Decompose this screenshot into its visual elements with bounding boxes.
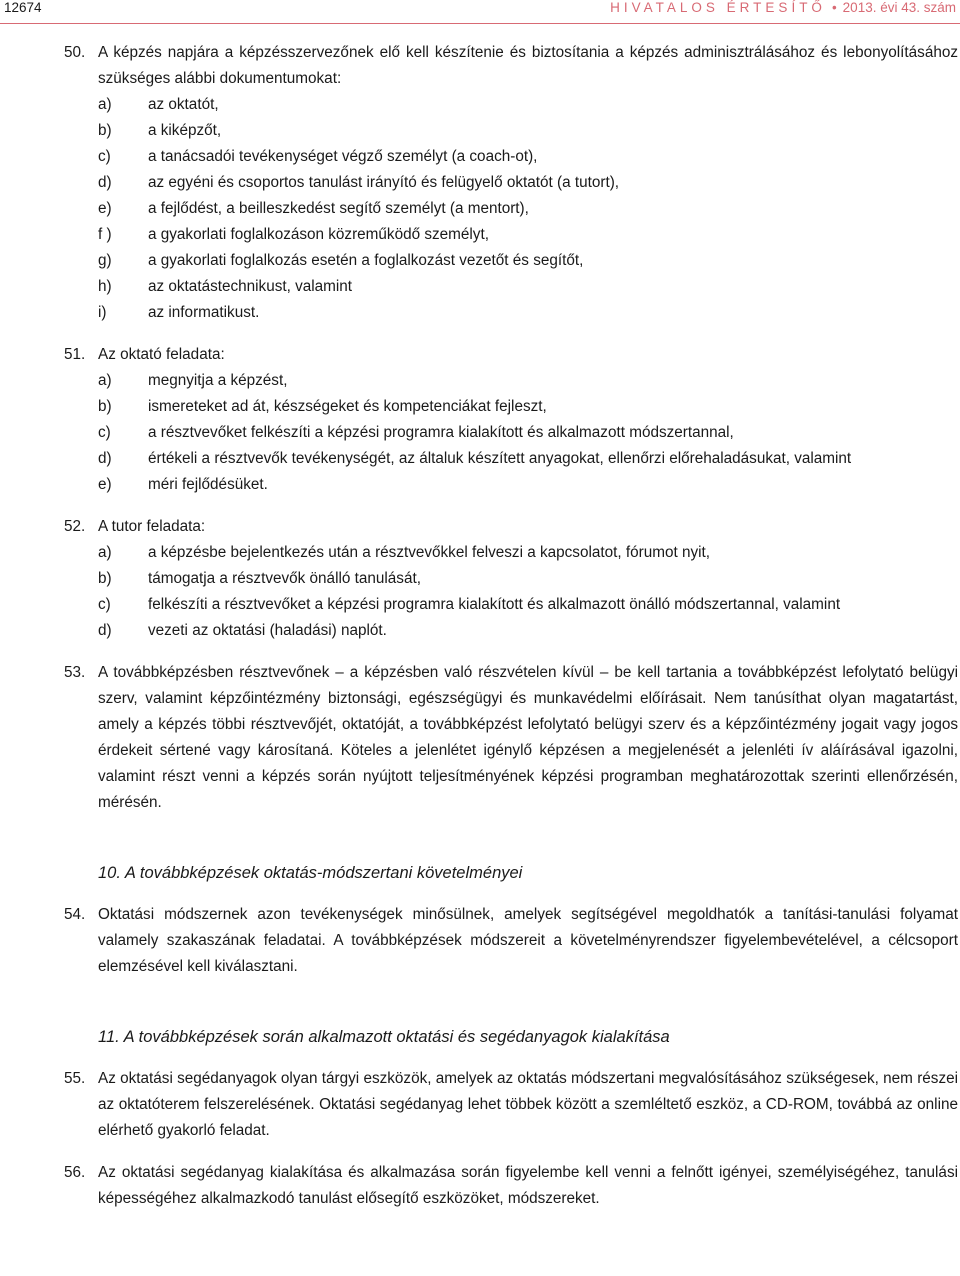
list-text: ismereteket ad át, készségeket és kompetenciákat fejleszt, <box>148 398 547 415</box>
paragraph-text: Az oktató feladata: <box>98 346 225 363</box>
list-text: a gyakorlati foglalkozáson közreműködő személyt, <box>148 226 489 243</box>
paragraph-text: Oktatási módszernek azon tevékenységek minősülnek, amelyek segítségével megoldhatók a tanítási-tanulási folyamat valamely szakaszának feladatai. A továbbképzések módszereit a követelményrendszer figyelembevételével, a célcsoport elemzésével kell kiválasztani. <box>98 906 958 975</box>
list-letter: b) <box>98 570 112 587</box>
paragraph-text: Az oktatási segédanyag kialakítása és alkalmazása során figyelembe kell venni a felnőtt igényei, személyiségéhez, tanulási képességéhez alkalmazkodó tanulást elősegítő eszközöket, módszereket. <box>98 1164 958 1207</box>
list-text: az informatikust. <box>148 304 260 321</box>
paragraph-number: 51. <box>64 346 86 363</box>
paragraph-54 <box>64 902 958 980</box>
paragraph-number: 53. <box>64 664 86 681</box>
list-text: felkészíti a résztvevőket a képzési programra kialakított és alkalmazott önálló módszertannal, valamint <box>148 596 841 613</box>
paragraph-52-list <box>98 540 958 644</box>
paragraph-number: 50. <box>64 44 86 61</box>
document-body <box>64 40 958 1212</box>
list-letter: d) <box>98 174 112 191</box>
list-text: a tanácsadói tevékenységet végző személyt (a coach-ot), <box>148 148 538 165</box>
list-item <box>98 196 958 222</box>
list-item <box>98 394 958 420</box>
list-text: támogatja a résztvevők önálló tanulását, <box>148 570 421 587</box>
list-item <box>98 222 958 248</box>
paragraph-53 <box>64 660 958 816</box>
list-item <box>98 118 958 144</box>
section-heading-10: 10. A továbbképzések oktatás-módszertani követelményei <box>98 864 523 882</box>
paragraph-51 <box>64 342 958 368</box>
paragraph-55 <box>64 1066 958 1144</box>
list-item <box>98 274 958 300</box>
list-letter: e) <box>98 200 112 217</box>
paragraph-52 <box>64 514 958 540</box>
list-letter: a) <box>98 372 112 389</box>
paragraph-text: A tutor feladata: <box>98 518 206 535</box>
list-item <box>98 618 958 644</box>
list-letter: d) <box>98 450 112 467</box>
paragraph-text: Az oktatási segédanyagok olyan tárgyi eszközök, amelyek az oktatás módszertani megvalósításához szükségesek, nem részei az oktatóterem felszerelésének. Oktatási segédanyag lehet többek között a szemléltető eszköz, a CD-ROM, továbbá az online elérhető gyakorló feladat. <box>98 1070 958 1139</box>
paragraph-51-list <box>98 368 958 498</box>
list-text: méri fejlődésüket. <box>148 476 268 493</box>
list-item <box>98 92 958 118</box>
paragraph-number: 52. <box>64 518 86 535</box>
page-header <box>0 0 960 22</box>
list-letter: e) <box>98 476 112 493</box>
list-letter: h) <box>98 278 112 295</box>
list-letter: b) <box>98 398 112 415</box>
issue-label: 2013. évi 43. szám <box>842 0 956 15</box>
paragraph-50 <box>64 40 958 92</box>
paragraph-number: 54. <box>64 906 86 923</box>
paragraph-number: 55. <box>64 1070 86 1087</box>
list-letter: a) <box>98 96 112 113</box>
section-heading-11: 11. A továbbképzések során alkalmazott oktatási és segédanyagok kialakítása <box>98 1028 670 1046</box>
list-item <box>98 300 958 326</box>
list-text: a résztvevőket felkészíti a képzési programra kialakított és alkalmazott módszertannal, <box>148 424 734 441</box>
list-text: értékeli a résztvevők tevékenységét, az általuk készített anyagokat, ellenőrzi előrehaladásukat, valamint <box>148 450 852 467</box>
list-item <box>98 420 958 446</box>
list-text: a fejlődést, a beilleszkedést segítő személyt (a mentort), <box>148 200 529 217</box>
list-letter: d) <box>98 622 112 639</box>
paragraph-56 <box>64 1160 958 1212</box>
list-item <box>98 368 958 394</box>
list-item <box>98 592 958 618</box>
list-text: megnyitja a képzést, <box>148 372 288 389</box>
list-text: az oktatástechnikust, valamint <box>148 278 353 295</box>
separator-dot: • <box>831 0 837 15</box>
list-item <box>98 144 958 170</box>
list-letter: c) <box>98 424 111 441</box>
list-item <box>98 472 958 498</box>
paragraph-50-list <box>98 92 958 326</box>
publication-title: HIVATALOS ÉRTESÍTŐ <box>610 0 826 15</box>
list-letter: g) <box>98 252 112 269</box>
publication-info <box>610 0 956 15</box>
list-letter: c) <box>98 596 111 613</box>
list-item <box>98 540 958 566</box>
paragraph-text: A továbbképzésben résztvevőnek – a képzésben való részvételen kívül – be kell tartania a továbbképzést lefolytató belügyi szerv, valamint képzőintézmény biztonsági, egészségügyi és munkavédelmi előírásait. Nem tanúsíthat olyan magatartást, amely a képzés többi résztvevőjét, oktatóját, a továbbképzést lefolytató belügyi szerv és a képzőintézmény jogait vagy jogos érdekeit sértené vagy károsítaná. Köteles a jelenlétet igénylő képzésen a megjelenését a jelenléti ív aláírásával igazolni, valamint részt venni a képzés során nyújtott teljesítményének képzési programban meghatározottak szerinti ellenőrzésén, mérésén. <box>98 664 958 811</box>
paragraph-text: A képzés napjára a képzésszervezőnek elő kell készítenie és biztosítania a képzés adminisztrálásához és lebonyolításához szükséges alábbi dokumentumokat: <box>98 44 958 87</box>
list-letter: b) <box>98 122 112 139</box>
page-number: 12674 <box>4 0 42 15</box>
header-divider <box>0 23 960 24</box>
list-letter: i) <box>98 304 107 321</box>
list-item <box>98 170 958 196</box>
list-item <box>98 566 958 592</box>
list-text: a kiképzőt, <box>148 122 222 139</box>
paragraph-number: 56. <box>64 1164 86 1181</box>
list-text: vezeti az oktatási (haladási) naplót. <box>148 622 387 639</box>
list-text: a képzésbe bejelentkezés után a résztvevőkkel felveszi a kapcsolatot, fórumot nyit, <box>148 544 711 561</box>
list-letter: c) <box>98 148 111 165</box>
list-text: az oktatót, <box>148 96 219 113</box>
list-text: az egyéni és csoportos tanulást irányító és felügyelő oktatót (a tutort), <box>148 174 620 191</box>
list-letter: f ) <box>98 226 112 243</box>
list-text: a gyakorlati foglalkozás esetén a foglalkozást vezetőt és segítőt, <box>148 252 584 269</box>
list-item <box>98 446 958 472</box>
list-letter: a) <box>98 544 112 561</box>
list-item <box>98 248 958 274</box>
